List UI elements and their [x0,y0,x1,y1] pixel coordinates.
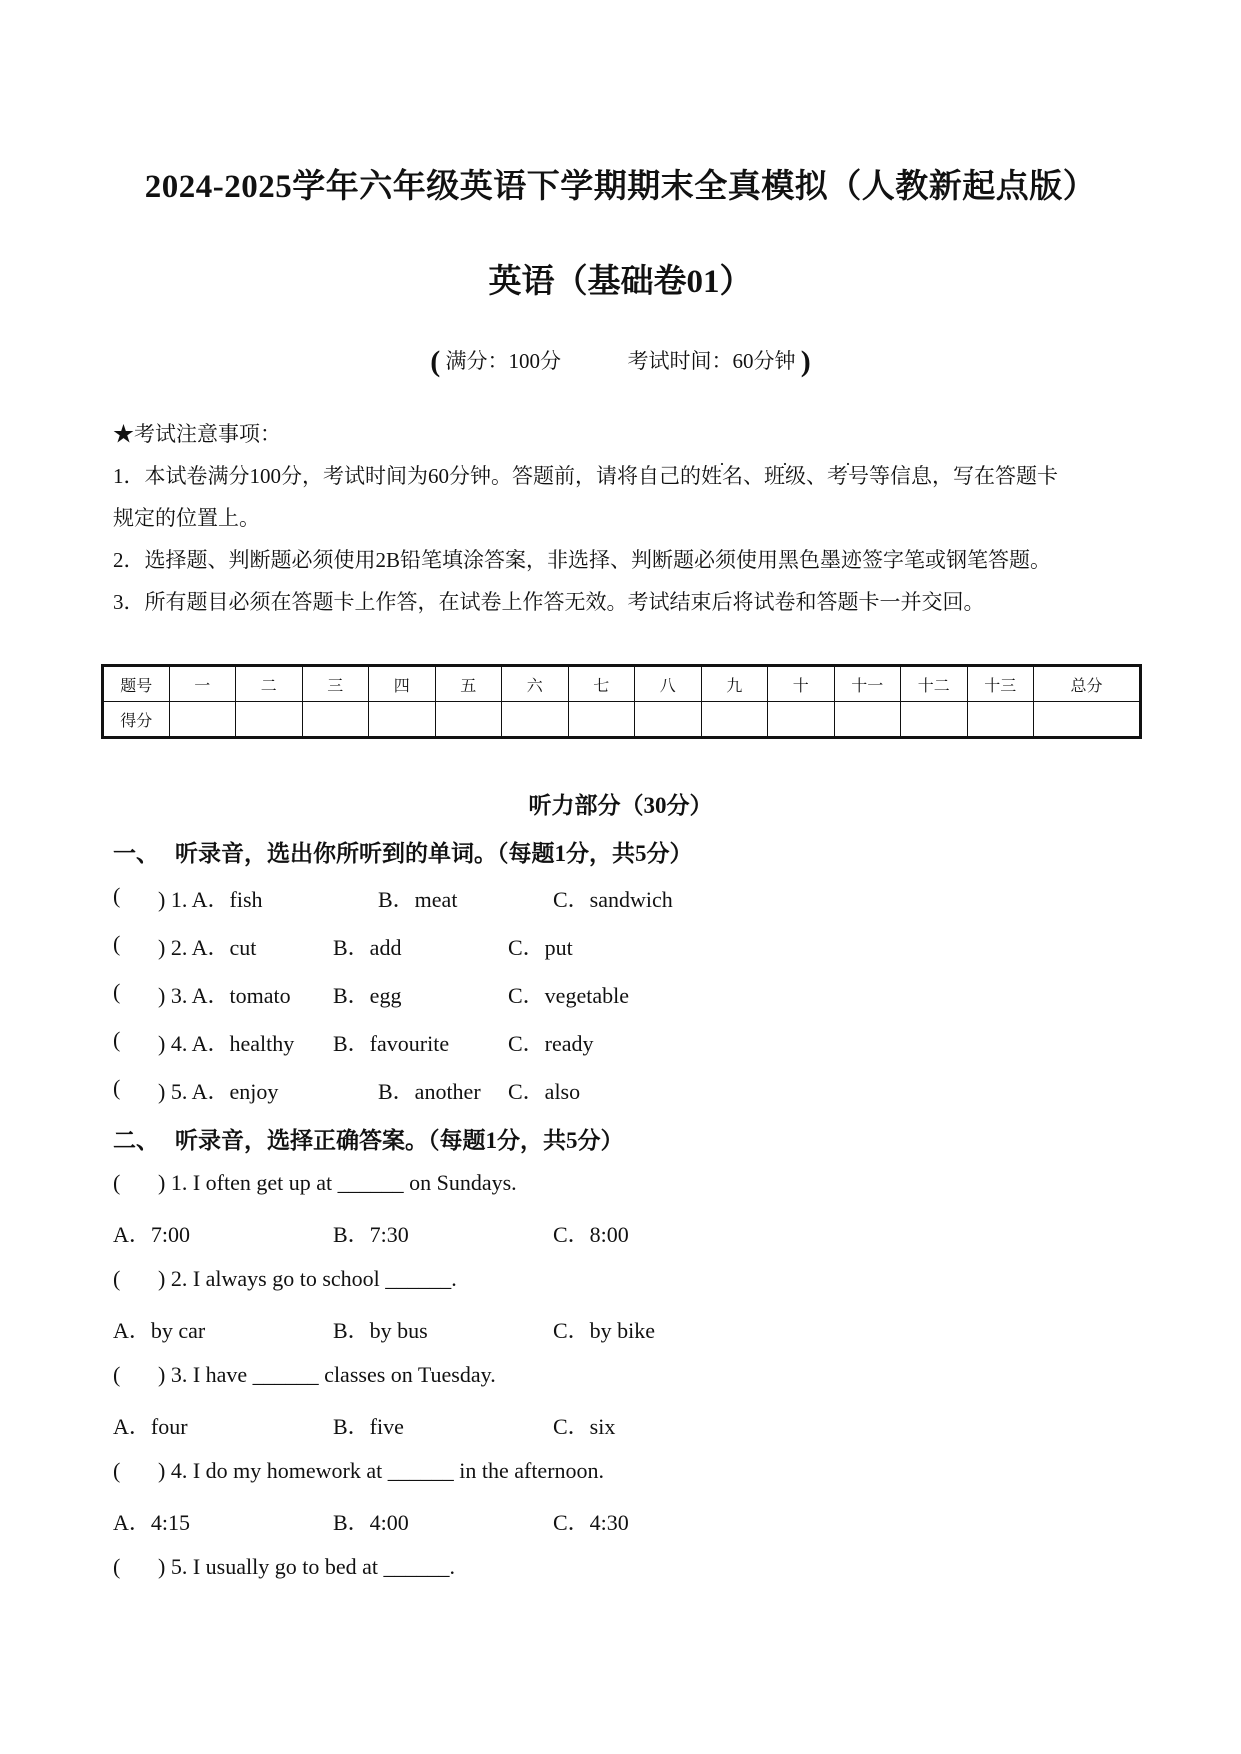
notice-heading: ★考试注意事项： [113,422,281,446]
exam-notice [113,413,1133,623]
table-cell: 十一 [834,666,901,702]
score-cell [502,702,569,738]
table-cell: 六 [502,666,569,702]
part-1-title: 一、 听录音，选出你所听到的单词。（每题1分，共5分） [113,841,693,866]
score-cell [834,702,901,738]
notice-item-3: 3．所有题目必须在答题卡上作答，在试卷上作答无效。考试结束后将试卷和答题卡一并交回。 [113,590,985,614]
score-table [101,664,1142,739]
score-cell [568,702,635,738]
close-paren: ) [800,345,811,378]
score-cell [169,702,236,738]
exam-time: 考试时间：60分钟 [627,349,796,373]
notice-item-2: 2．选择题、判断题必须使用2B铅笔填涂答案，非选择、判断题必须使用黑色墨迹签字笔或钢笔答题。 [113,548,1052,572]
score-cell [635,702,702,738]
score-cell [967,702,1034,738]
score-table-header-row [103,666,1141,702]
table-cell: 四 [369,666,436,702]
score-cell [768,702,835,738]
score-time-info [0,345,1241,379]
full-marks: 满分：100分 [445,349,561,373]
score-cell [369,702,436,738]
score-table-score-row [103,702,1141,738]
score-cell [435,702,502,738]
score-cell [1034,702,1141,738]
table-cell: 题号 [103,666,170,702]
table-cell: 八 [635,666,702,702]
score-cell [302,702,369,738]
table-cell: 得分 [103,702,170,738]
open-paren: ( [430,345,441,378]
table-cell: 七 [568,666,635,702]
table-cell: 十二 [901,666,968,702]
table-cell: 十 [768,666,835,702]
table-cell: 一 [169,666,236,702]
exam-subtitle: 英语（基础卷01） [488,264,753,300]
table-cell: 二 [236,666,303,702]
score-cell [236,702,303,738]
score-cell [901,702,968,738]
listening-section-heading: 听力部分（30分） [528,793,713,818]
table-cell: 十三 [967,666,1034,702]
exam-title: 2024-2025学年六年级英语下学期期末全真模拟（人教新起点版） [144,169,1097,205]
table-cell: 三 [302,666,369,702]
score-cell [701,702,768,738]
part-2-title: 二、 听录音，选择正确答案。（每题1分，共5分） [113,1128,624,1153]
notice-item-1-cont: 规定的位置上。 [113,506,260,530]
table-cell: 九 [701,666,768,702]
emph-class: 班级 [764,464,806,488]
emph-name: 姓名 [701,464,743,488]
table-cell: 五 [435,666,502,702]
emph-exam-number: 考号 [827,464,869,488]
table-cell: 总分 [1034,666,1141,702]
notice-item-1: 1．本试卷满分100分，考试时间为60分钟。答题前，请将自己的姓名、班级、考号等信息，写在答题卡 [113,464,1058,488]
